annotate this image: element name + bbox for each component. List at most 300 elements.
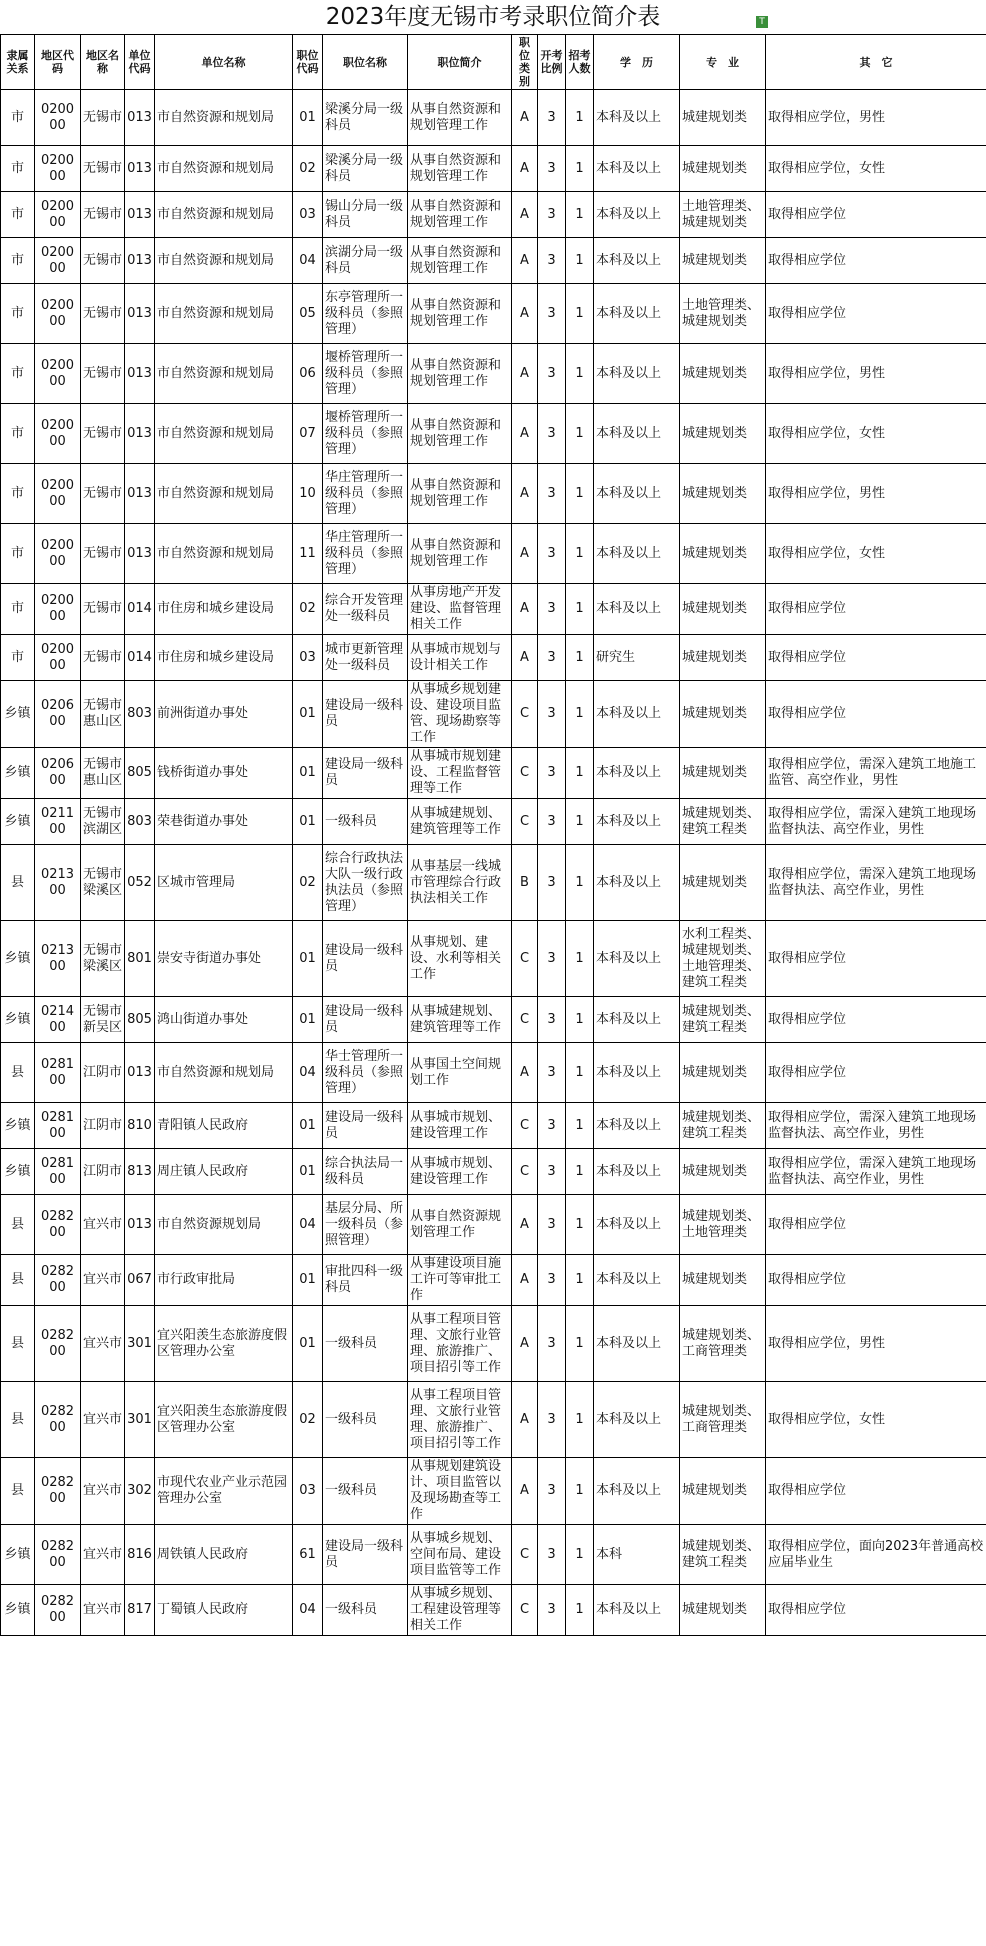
cell-major: 城建规划类 [680,146,766,192]
cell-unit-name: 市自然资源和规划局 [155,238,293,284]
cell-education: 本科及以上 [594,1103,680,1149]
cell-unit-name: 市住房和城乡建设局 [155,635,293,681]
cell-education: 本科 [594,1525,680,1585]
cell-recruit-count: 1 [566,284,594,344]
header-row [1,35,986,90]
cell-position-category: A [512,464,538,524]
cell-region-code: 028200 [35,1585,81,1636]
cell-unit-code: 813 [125,1149,155,1195]
cell-region-code: 028100 [35,1043,81,1103]
cell-major: 城建规划类 [680,464,766,524]
cell-unit-name: 市自然资源和规划局 [155,464,293,524]
cell-major: 城建规划类 [680,344,766,404]
cell-unit-code: 013 [125,90,155,146]
cell-unit-code: 013 [125,524,155,584]
cell-unit-name: 市自然资源和规划局 [155,344,293,404]
cell-relation: 乡镇 [1,1525,35,1585]
cell-unit-name: 周铁镇人民政府 [155,1525,293,1585]
cell-other: 取得相应学位，男性 [766,464,986,524]
cell-education: 本科及以上 [594,238,680,284]
cell-other: 取得相应学位，面向2023年普通高校应届毕业生 [766,1525,986,1585]
cell-other: 取得相应学位 [766,1255,986,1306]
cell-position-name: 梁溪分局一级科员 [323,146,408,192]
cell-region-name: 无锡市新吴区 [81,997,125,1043]
cell-position-name: 城市更新管理处一级科员 [323,635,408,681]
cell-relation: 乡镇 [1,748,35,799]
cell-region-code: 020000 [35,146,81,192]
cell-exam-ratio: 3 [538,1382,566,1458]
cell-position-name: 综合执法局一级科员 [323,1149,408,1195]
cell-position-description: 从事基层一线城市管理综合行政执法相关工作 [408,845,512,921]
cell-position-description: 从事工程项目管理、文旅行业管理、旅游推广、项目招引等工作 [408,1306,512,1382]
cell-education: 本科及以上 [594,464,680,524]
table-title [0,0,986,34]
cell-position-category: A [512,1382,538,1458]
cell-position-category: A [512,524,538,584]
cell-education: 本科及以上 [594,284,680,344]
cell-region-code: 020000 [35,524,81,584]
header-unit-name: 单位名称 [155,35,293,90]
cell-position-category: A [512,238,538,284]
header-position-code: 职位代码 [293,35,323,90]
cell-relation: 县 [1,845,35,921]
cell-recruit-count: 1 [566,1585,594,1636]
cell-major: 城建规划类 [680,1585,766,1636]
cell-major: 城建规划类 [680,90,766,146]
cell-region-name: 无锡市 [81,344,125,404]
cell-recruit-count: 1 [566,681,594,748]
cell-unit-code: 013 [125,192,155,238]
cell-other: 取得相应学位 [766,1585,986,1636]
cell-unit-code: 013 [125,238,155,284]
cell-education: 本科及以上 [594,1195,680,1255]
cell-position-category: A [512,635,538,681]
cell-recruit-count: 1 [566,1458,594,1525]
cell-relation: 市 [1,238,35,284]
cell-position-name: 一级科员 [323,1585,408,1636]
cell-other: 取得相应学位，女性 [766,524,986,584]
cell-region-name: 无锡市梁溪区 [81,845,125,921]
cell-exam-ratio: 3 [538,997,566,1043]
cell-relation: 县 [1,1458,35,1525]
cell-position-description: 从事城市规划、建设管理工作 [408,1149,512,1195]
cell-education: 本科及以上 [594,584,680,635]
cell-unit-name: 宜兴阳羡生态旅游度假区管理办公室 [155,1382,293,1458]
cell-relation: 市 [1,404,35,464]
cell-position-description: 从事自然资源和规划管理工作 [408,524,512,584]
cell-exam-ratio: 3 [538,404,566,464]
cell-position-category: A [512,1195,538,1255]
header-exam-ratio: 开考比例 [538,35,566,90]
cell-exam-ratio: 3 [538,845,566,921]
cell-position-description: 从事自然资源规划管理工作 [408,1195,512,1255]
cell-relation: 市 [1,344,35,404]
cell-exam-ratio: 3 [538,1585,566,1636]
cell-education: 本科及以上 [594,1149,680,1195]
cell-unit-name: 宜兴阳羡生态旅游度假区管理办公室 [155,1306,293,1382]
cell-unit-name: 鸿山街道办事处 [155,997,293,1043]
cell-region-name: 宜兴市 [81,1195,125,1255]
cell-region-name: 无锡市 [81,524,125,584]
cell-position-name: 一级科员 [323,1458,408,1525]
cell-education: 本科及以上 [594,1043,680,1103]
cell-position-description: 从事自然资源和规划管理工作 [408,146,512,192]
cell-position-code: 04 [293,1585,323,1636]
cell-recruit-count: 1 [566,1255,594,1306]
cell-other: 取得相应学位，需深入建筑工地施工监管、高空作业，男性 [766,748,986,799]
cell-major: 土地管理类、城建规划类 [680,284,766,344]
cell-position-description: 从事自然资源和规划管理工作 [408,238,512,284]
cell-position-name: 华庄管理所一级科员（参照管理） [323,524,408,584]
table-row [1,1585,986,1636]
cell-exam-ratio: 3 [538,192,566,238]
cell-position-name: 基层分局、所一级科员（参照管理） [323,1195,408,1255]
cell-relation: 市 [1,635,35,681]
cell-exam-ratio: 3 [538,635,566,681]
cell-recruit-count: 1 [566,90,594,146]
cell-position-code: 04 [293,1043,323,1103]
cell-recruit-count: 1 [566,997,594,1043]
cell-recruit-count: 1 [566,1306,594,1382]
cell-education: 本科及以上 [594,192,680,238]
table-row [1,344,986,404]
cell-position-category: A [512,344,538,404]
cell-position-code: 01 [293,921,323,997]
header-relation: 隶属关系 [1,35,35,90]
cell-major: 城建规划类、工商管理类 [680,1382,766,1458]
cell-unit-name: 区城市管理局 [155,845,293,921]
cell-position-name: 一级科员 [323,799,408,845]
cell-region-code: 021400 [35,997,81,1043]
cell-position-name: 一级科员 [323,1382,408,1458]
cell-relation: 市 [1,192,35,238]
cell-relation: 市 [1,284,35,344]
cell-education: 本科及以上 [594,921,680,997]
cell-position-code: 05 [293,284,323,344]
cell-position-code: 07 [293,404,323,464]
cell-other: 取得相应学位 [766,1458,986,1525]
cell-region-name: 宜兴市 [81,1585,125,1636]
cell-education: 本科及以上 [594,845,680,921]
cell-unit-code: 067 [125,1255,155,1306]
cell-education: 本科及以上 [594,997,680,1043]
cell-position-name: 综合行政执法大队一级行政执法员（参照管理） [323,845,408,921]
cell-position-name: 华庄管理所一级科员（参照管理） [323,464,408,524]
cell-education: 本科及以上 [594,681,680,748]
cell-position-code: 04 [293,1195,323,1255]
cell-position-code: 01 [293,1255,323,1306]
cell-position-category: A [512,1043,538,1103]
cell-position-description: 从事建设项目施工许可等审批工作 [408,1255,512,1306]
cell-unit-name: 市行政审批局 [155,1255,293,1306]
cell-other: 取得相应学位，需深入建筑工地现场监督执法、高空作业，男性 [766,1149,986,1195]
cell-region-name: 江阴市 [81,1149,125,1195]
cell-region-code: 028100 [35,1103,81,1149]
cell-major: 城建规划类、建筑工程类 [680,1525,766,1585]
cell-position-description: 从事自然资源和规划管理工作 [408,192,512,238]
cell-other: 取得相应学位，女性 [766,1382,986,1458]
cell-region-code: 021300 [35,845,81,921]
cell-recruit-count: 1 [566,845,594,921]
cell-position-name: 综合开发管理处一级科员 [323,584,408,635]
cell-unit-name: 崇安寺街道办事处 [155,921,293,997]
cell-other: 取得相应学位，女性 [766,146,986,192]
cell-relation: 乡镇 [1,799,35,845]
table-row [1,584,986,635]
cell-exam-ratio: 3 [538,464,566,524]
cell-major: 城建规划类 [680,635,766,681]
cell-exam-ratio: 3 [538,524,566,584]
cell-recruit-count: 1 [566,1149,594,1195]
cell-other: 取得相应学位，需深入建筑工地现场监督执法、高空作业，男性 [766,799,986,845]
cell-position-category: A [512,146,538,192]
cell-recruit-count: 1 [566,1382,594,1458]
cell-position-name: 建设局一级科员 [323,681,408,748]
cell-region-name: 宜兴市 [81,1382,125,1458]
cell-exam-ratio: 3 [538,681,566,748]
cell-recruit-count: 1 [566,635,594,681]
cell-education: 本科及以上 [594,524,680,584]
cell-region-name: 无锡市梁溪区 [81,921,125,997]
cell-position-name: 堰桥管理所一级科员（参照管理） [323,344,408,404]
cell-position-category: A [512,192,538,238]
cell-exam-ratio: 3 [538,146,566,192]
cell-unit-name: 荣巷街道办事处 [155,799,293,845]
cell-unit-name: 市自然资源和规划局 [155,146,293,192]
table-row [1,464,986,524]
header-region-name: 地区名称 [81,35,125,90]
cell-position-description: 从事工程项目管理、文旅行业管理、旅游推广、项目招引等工作 [408,1382,512,1458]
cell-recruit-count: 1 [566,464,594,524]
cell-position-category: A [512,1306,538,1382]
cell-position-code: 10 [293,464,323,524]
cell-recruit-count: 1 [566,192,594,238]
cell-position-category: C [512,748,538,799]
cell-exam-ratio: 3 [538,1195,566,1255]
cell-region-code: 021100 [35,799,81,845]
cell-other: 取得相应学位，男性 [766,90,986,146]
cell-unit-name: 市自然资源和规划局 [155,524,293,584]
cell-position-description: 从事房地产开发建设、监督管理相关工作 [408,584,512,635]
cell-unit-code: 013 [125,1195,155,1255]
cell-position-category: C [512,1585,538,1636]
cell-unit-code: 816 [125,1525,155,1585]
header-recruit-count: 招考人数 [566,35,594,90]
cell-position-category: C [512,997,538,1043]
cell-relation: 乡镇 [1,1149,35,1195]
cell-region-code: 028100 [35,1149,81,1195]
cell-region-code: 020000 [35,464,81,524]
cell-position-name: 建设局一级科员 [323,748,408,799]
cell-exam-ratio: 3 [538,1255,566,1306]
cell-relation: 县 [1,1255,35,1306]
cell-region-code: 028200 [35,1458,81,1525]
table-row [1,681,986,748]
cell-education: 本科及以上 [594,90,680,146]
cell-education: 本科及以上 [594,1585,680,1636]
cell-region-name: 宜兴市 [81,1255,125,1306]
header-position-category: 职位类别 [512,35,538,90]
cell-position-category: C [512,921,538,997]
cell-major: 城建规划类、工商管理类 [680,1306,766,1382]
cell-major: 城建规划类、建筑工程类 [680,1103,766,1149]
table-row [1,1458,986,1525]
cell-unit-code: 013 [125,146,155,192]
cell-region-code: 028200 [35,1195,81,1255]
cell-exam-ratio: 3 [538,1149,566,1195]
cell-relation: 市 [1,584,35,635]
cell-exam-ratio: 3 [538,1525,566,1585]
header-education: 学 历 [594,35,680,90]
cell-region-code: 020600 [35,748,81,799]
cell-major: 城建规划类 [680,524,766,584]
cell-region-name: 无锡市 [81,284,125,344]
cell-unit-name: 丁蜀镇人民政府 [155,1585,293,1636]
cell-position-category: C [512,681,538,748]
cell-exam-ratio: 3 [538,1103,566,1149]
cell-unit-name: 市自然资源和规划局 [155,284,293,344]
cell-other: 取得相应学位 [766,1195,986,1255]
cell-recruit-count: 1 [566,524,594,584]
cell-major: 土地管理类、城建规划类 [680,192,766,238]
cell-position-code: 03 [293,635,323,681]
table-row [1,1255,986,1306]
cell-unit-code: 301 [125,1382,155,1458]
cell-recruit-count: 1 [566,1103,594,1149]
cell-education: 本科及以上 [594,344,680,404]
cell-position-name: 建设局一级科员 [323,1525,408,1585]
cell-position-description: 从事国土空间规划工作 [408,1043,512,1103]
cell-exam-ratio: 3 [538,1306,566,1382]
cell-position-description: 从事城市规划与设计相关工作 [408,635,512,681]
cell-education: 本科及以上 [594,146,680,192]
cell-position-code: 01 [293,90,323,146]
cell-position-description: 从事城建规划、建筑管理等工作 [408,997,512,1043]
cell-position-description: 从事城乡规划、工程建设管理等相关工作 [408,1585,512,1636]
cell-unit-name: 市住房和城乡建设局 [155,584,293,635]
cell-unit-code: 052 [125,845,155,921]
cell-region-name: 无锡市 [81,192,125,238]
header-unit-code: 单位代码 [125,35,155,90]
spreadsheet-marker-icon: T [756,16,768,28]
cell-position-description: 从事城市规划建设、工程监督管理等工作 [408,748,512,799]
cell-other: 取得相应学位，男性 [766,344,986,404]
cell-education: 本科及以上 [594,748,680,799]
cell-recruit-count: 1 [566,1043,594,1103]
cell-position-name: 建设局一级科员 [323,1103,408,1149]
cell-unit-name: 市自然资源和规划局 [155,192,293,238]
table-row [1,1306,986,1382]
cell-other: 取得相应学位，需深入建筑工地现场监督执法、高空作业，男性 [766,1103,986,1149]
cell-region-code: 028200 [35,1306,81,1382]
table-row [1,284,986,344]
table-row [1,404,986,464]
cell-unit-code: 801 [125,921,155,997]
table-row [1,635,986,681]
cell-exam-ratio: 3 [538,799,566,845]
cell-position-code: 61 [293,1525,323,1585]
cell-region-name: 无锡市 [81,90,125,146]
cell-relation: 乡镇 [1,921,35,997]
cell-unit-code: 014 [125,584,155,635]
cell-position-description: 从事城建规划、建筑管理等工作 [408,799,512,845]
cell-relation: 县 [1,1382,35,1458]
cell-relation: 乡镇 [1,997,35,1043]
cell-position-code: 06 [293,344,323,404]
cell-major: 城建规划类 [680,238,766,284]
cell-relation: 县 [1,1043,35,1103]
cell-other: 取得相应学位 [766,997,986,1043]
cell-position-code: 02 [293,146,323,192]
cell-position-description: 从事自然资源和规划管理工作 [408,344,512,404]
cell-region-name: 宜兴市 [81,1458,125,1525]
header-other: 其 它 [766,35,986,90]
cell-region-code: 020000 [35,284,81,344]
table-row [1,90,986,146]
cell-unit-code: 302 [125,1458,155,1525]
table-row [1,1149,986,1195]
cell-exam-ratio: 3 [538,344,566,404]
cell-region-code: 028200 [35,1382,81,1458]
cell-position-code: 01 [293,997,323,1043]
cell-region-name: 无锡市 [81,238,125,284]
cell-relation: 市 [1,524,35,584]
cell-position-code: 02 [293,845,323,921]
cell-position-description: 从事城市规划、建设管理工作 [408,1103,512,1149]
cell-other: 取得相应学位 [766,921,986,997]
cell-region-name: 无锡市 [81,404,125,464]
cell-region-name: 江阴市 [81,1043,125,1103]
cell-region-code: 020000 [35,238,81,284]
cell-position-category: A [512,1458,538,1525]
cell-unit-code: 817 [125,1585,155,1636]
cell-unit-name: 前洲街道办事处 [155,681,293,748]
cell-relation: 县 [1,1195,35,1255]
cell-unit-name: 市自然资源和规划局 [155,90,293,146]
cell-recruit-count: 1 [566,748,594,799]
cell-region-name: 无锡市 [81,584,125,635]
cell-position-name: 一级科员 [323,1306,408,1382]
cell-recruit-count: 1 [566,584,594,635]
cell-region-code: 020000 [35,90,81,146]
cell-major: 城建规划类 [680,1149,766,1195]
cell-unit-code: 805 [125,748,155,799]
table-row [1,845,986,921]
cell-unit-code: 013 [125,464,155,524]
cell-major: 城建规划类 [680,1043,766,1103]
table-row [1,1103,986,1149]
cell-position-description: 从事规划建筑设计、项目监管以及现场勘查等工作 [408,1458,512,1525]
table-row [1,192,986,238]
cell-unit-code: 013 [125,404,155,464]
table-row [1,799,986,845]
cell-position-name: 建设局一级科员 [323,921,408,997]
cell-position-name: 华士管理所一级科员（参照管理） [323,1043,408,1103]
cell-exam-ratio: 3 [538,748,566,799]
cell-relation: 市 [1,464,35,524]
cell-recruit-count: 1 [566,921,594,997]
cell-position-name: 梁溪分局一级科员 [323,90,408,146]
cell-position-description: 从事自然资源和规划管理工作 [408,90,512,146]
cell-relation: 县 [1,1306,35,1382]
cell-major: 城建规划类 [680,584,766,635]
cell-position-code: 01 [293,1149,323,1195]
cell-position-name: 建设局一级科员 [323,997,408,1043]
cell-education: 本科及以上 [594,1458,680,1525]
cell-recruit-count: 1 [566,1195,594,1255]
cell-relation: 市 [1,90,35,146]
cell-unit-code: 805 [125,997,155,1043]
